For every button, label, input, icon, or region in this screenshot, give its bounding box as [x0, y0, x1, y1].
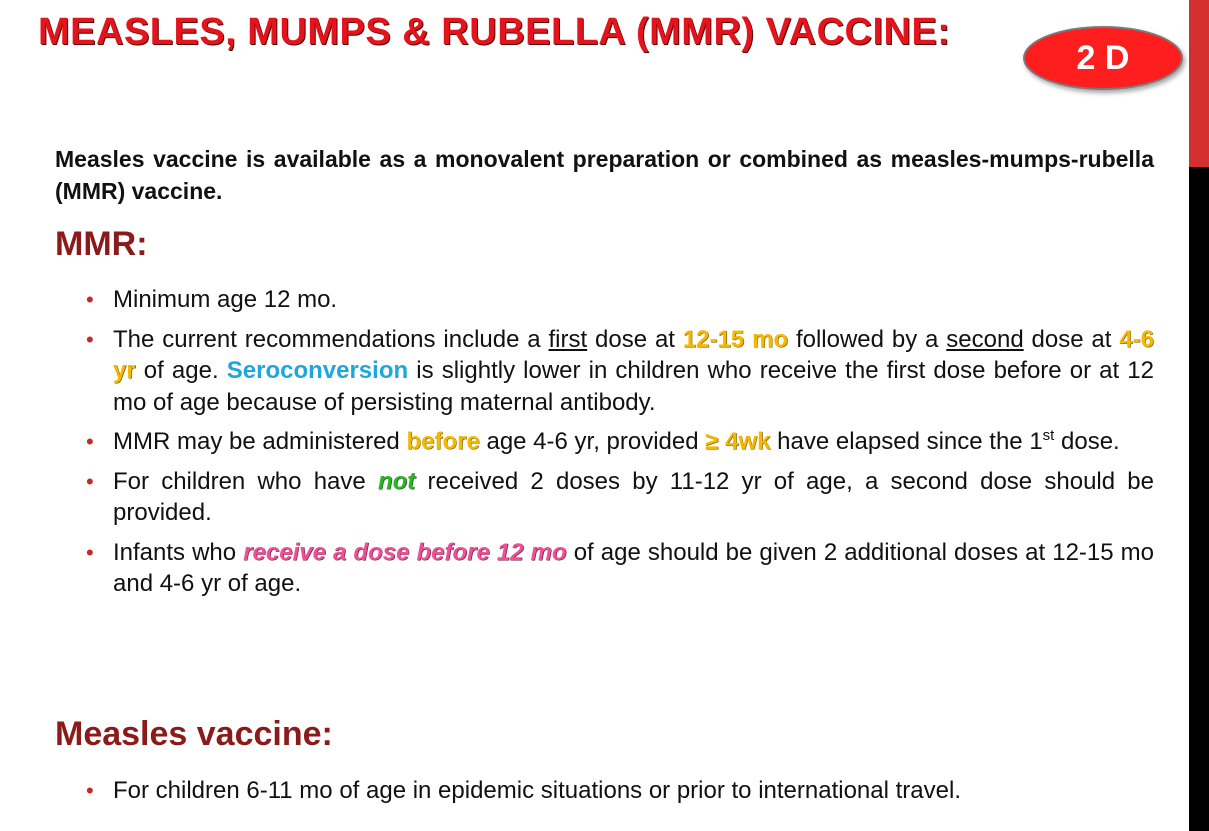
highlight-first-dose-age: 12-15 mo — [682, 325, 789, 353]
measles-vaccine-heading: Measles vaccine: — [55, 715, 333, 753]
highlight-not: not — [377, 467, 416, 495]
mmr-heading: MMR: — [55, 225, 148, 263]
mmr-bullet-early-administration — [86, 426, 1154, 458]
intro-paragraph: Measles vaccine is available as a monovalent preparation or combined as measles-mumps-rubella (MMR) vaccine. — [55, 146, 1154, 204]
bullet-text: dose at — [1023, 325, 1120, 353]
highlight-second-dose-age: 4-6 yr — [113, 325, 1154, 384]
highlight-interval: ≥ 4wk — [705, 428, 771, 455]
measles-bullet-list — [86, 775, 1154, 815]
bullet-text: of age should be given 2 additional doses at 12-15 mo and 4-6 yr of age. — [113, 538, 1154, 597]
bullet-text: dose at — [587, 325, 683, 353]
mmr-bullet-infants — [86, 537, 1154, 600]
bullet-text: age 4-6 yr, provided — [479, 428, 706, 455]
bullet-text: dose. — [1054, 428, 1120, 455]
mmr-bullet-catch-up — [86, 466, 1154, 529]
highlight-before: before — [406, 428, 480, 455]
slide-badge: 2 D — [1023, 26, 1183, 90]
bullet-text: is slightly lower in children who receive the first dose before or at 12 mo of age because of persisting maternal antibody. — [113, 357, 1155, 416]
highlight-early-dose: receive a dose before 12 mo — [243, 538, 567, 566]
bullet-text: Infants who — [113, 538, 244, 566]
mmr-bullet-recommendations — [86, 324, 1154, 419]
bullet-text: Minimum age 12 mo. — [113, 286, 338, 313]
bullet-text: followed by a — [788, 325, 947, 353]
bullet-text: MMR may be administered — [113, 428, 407, 455]
mmr-bullet-minimum-age — [86, 284, 1154, 316]
highlight-seroconversion: Seroconversion — [226, 357, 409, 384]
slide-title: MEASLES, MUMPS & RUBELLA (MMR) VACCINE: — [38, 11, 951, 53]
superscript-st: st — [1042, 427, 1055, 444]
underlined-first: first — [548, 325, 588, 353]
bullet-text: For children who have — [113, 467, 378, 495]
measles-bullet-indication — [86, 775, 1154, 807]
bullet-text: received 2 doses by 11-12 yr of age, a second dose should be provided. — [113, 467, 1154, 526]
bullet-text: have elapsed since the 1 — [770, 428, 1043, 455]
bullet-text: of age. — [135, 357, 227, 384]
mmr-bullet-list — [86, 284, 1154, 608]
accent-bar-black — [1189, 167, 1209, 831]
accent-bar-red — [1189, 0, 1209, 167]
underlined-second: second — [946, 325, 1024, 353]
bullet-text: For children 6-11 mo of age in epidemic situations or prior to international travel. — [113, 777, 961, 804]
bullet-text: The current recommendations include a — [113, 325, 549, 353]
